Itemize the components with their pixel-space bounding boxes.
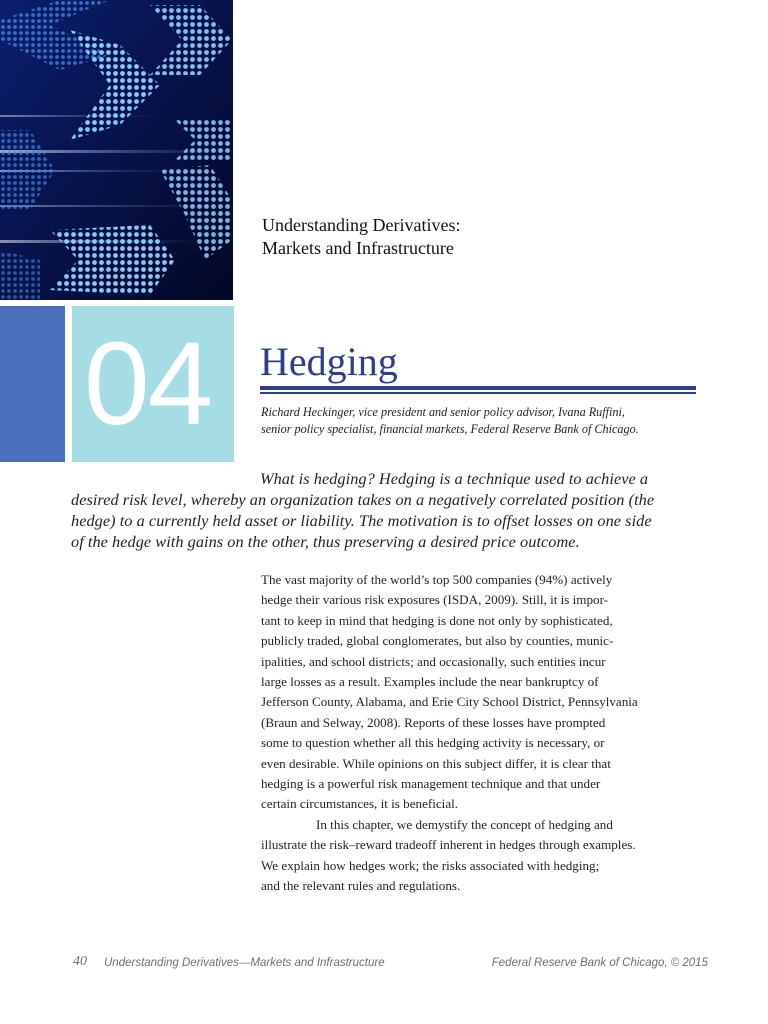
authors-line-2: senior policy specialist, financial markets, Federal Reserve Bank of Chicago. <box>261 422 639 436</box>
chapter-number: 04 <box>84 318 212 450</box>
page-number: 40 <box>73 954 87 969</box>
chapter-authors <box>261 404 701 438</box>
authors-line-1: Richard Heckinger, vice president and senior policy advisor, Ivana Ruffini, <box>261 405 625 419</box>
body-line: hedge their various risk exposures (ISDA, 2009). Still, it is impor- <box>261 592 609 608</box>
abstract-line: What is hedging? Hedging is a technique used to achieve a <box>260 469 649 488</box>
book-title-line-2: Markets and Infrastructure <box>262 238 454 258</box>
side-color-bar <box>0 306 65 462</box>
body-line: We explain how hedges work; the risks associated with hedging; <box>261 857 600 873</box>
title-rule <box>260 386 696 390</box>
copyright-notice: Federal Reserve Bank of Chicago, © 2015 <box>491 957 708 969</box>
body-line: The vast majority of the world’s top 500 companies (94%) actively <box>261 572 613 587</box>
body-line: and the relevant rules and regulations. <box>261 878 461 894</box>
page-footer <box>0 954 768 978</box>
body-line: even desirable. While opinions on this subject differ, it is clear that <box>261 755 611 771</box>
cover-image <box>0 0 233 300</box>
body-line: large losses as a result. Examples include the near bankruptcy of <box>261 674 599 690</box>
chapter-abstract <box>71 468 711 552</box>
book-title <box>262 214 662 260</box>
body-line: (Braun and Selway, 2008). Reports of these losses have prompted <box>261 714 606 730</box>
body-line: tant to keep in mind that hedging is done not only by sophisticated, <box>261 612 613 628</box>
chapter-title: Hedging <box>260 339 398 384</box>
body-line: illustrate the risk–reward tradeoff inherent in hedges through examples. <box>261 837 636 853</box>
body-line: certain circumstances, it is beneficial. <box>261 796 459 812</box>
body-line: In this chapter, we demystify the concept of hedging and <box>316 816 613 832</box>
body-text <box>261 570 701 897</box>
abstract-line: of the hedge with gains on the other, thus preserving a desired price outcome. <box>71 532 580 551</box>
book-title-line-1: Understanding Derivatives: <box>262 215 461 235</box>
title-rule-thin <box>260 392 696 394</box>
body-line: publicly traded, global conglomerates, but also by counties, munic- <box>261 633 614 649</box>
abstract-line: hedge) to a currently held asset or liability. The motivation is to offset losses on one side <box>71 511 652 530</box>
body-line: hedging is a powerful risk management technique and that under <box>261 776 601 792</box>
body-line: some to question whether all this hedging activity is necessary, or <box>261 735 605 751</box>
running-title: Understanding Derivatives—Markets and Infrastructure <box>104 957 385 969</box>
chapter-number-box <box>72 306 234 462</box>
body-line: ipalities, and school districts; and occasionally, such entities incur <box>261 653 606 669</box>
abstract-line: desired risk level, whereby an organization takes on a negatively correlated position (the <box>71 490 655 509</box>
digital-arrows-illustration <box>0 0 233 300</box>
body-line: Jefferson County, Alabama, and Erie City School District, Pennsylvania <box>261 694 638 710</box>
